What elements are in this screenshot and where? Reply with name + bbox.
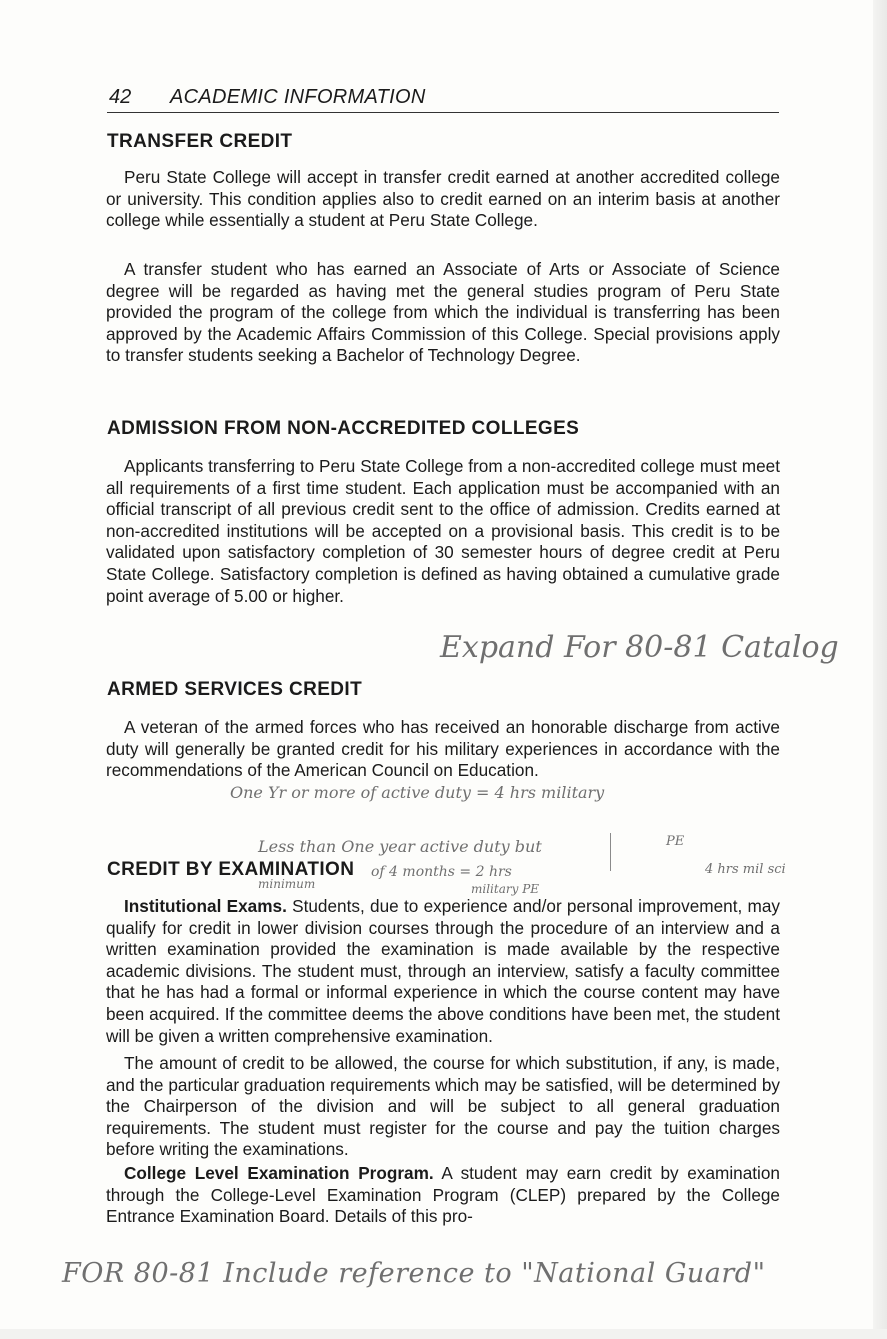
transfer-paragraph-2: A transfer student who has earned an Associate of Arts or Associate of Science degree will be regarded as having met the general studies program of Peru State provided the program of the college from which the individual is transferring has been approved by the Academic Affairs Commission of this College. Special provisions apply to transfer students seeking a Bachelor of Technology Degree. — [106, 259, 780, 366]
institutional-exams-text: Students, due to experience and/or personal improvement, may qualify for credit in lower division courses through the procedure of an interview and a written examination provided the examination is made available by the respective academic divisions. The student must, through an interview, satisfy a faculty committee that he has had a formal or informal experience in which the course content may have been acquired. If the committee deems the above conditions have been met, the student will be given a written comprehensive examination. — [106, 896, 780, 1046]
heading-transfer-credit: TRANSFER CREDIT — [107, 131, 293, 152]
running-header — [107, 86, 779, 113]
handwritten-military-pe-note: military PE — [471, 882, 540, 896]
clep-paragraph — [106, 1163, 780, 1228]
institutional-exams-label: Institutional Exams. — [124, 896, 287, 916]
heading-non-accredited: ADMISSION FROM NON-ACCREDITED COLLEGES — [107, 418, 580, 439]
clep-text: A student may earn credit by examination through the College-Level Examination Program (CLEP) prepared by the College Entrance Examination Board. Details of this pro- — [106, 1163, 780, 1227]
institutional-exams-paragraph — [106, 896, 780, 1047]
handwritten-months-note: of 4 months = 2 hrs — [371, 864, 512, 880]
handwritten-mil-sci-note: 4 hrs mil sci — [705, 862, 786, 877]
heading-armed-services: ARMED SERVICES CREDIT — [107, 679, 363, 700]
handwritten-footer-note: FOR 80-81 Include reference to "National Guard" — [62, 1258, 766, 1289]
page-bottom-edge — [0, 1329, 887, 1339]
handwritten-expand-note: Expand For 80-81 Catalog — [440, 630, 839, 665]
handwritten-divider — [610, 833, 611, 871]
heading-credit-by-examination: CREDIT BY EXAMINATION — [107, 859, 355, 880]
armed-services-paragraph: A veteran of the armed forces who has received an honorable discharge from active duty will generally be granted credit for his military experiences in accordance with the recommendations of the American Council on Education. — [106, 717, 780, 781]
handwritten-less-than-note: Less than One year active duty but — [258, 837, 542, 856]
clep-label: College Level Examination Program. — [124, 1163, 434, 1183]
handwritten-pe-note: PE — [666, 834, 685, 849]
page-number: 42 — [109, 86, 132, 108]
non-accredited-paragraph: Applicants transferring to Peru State College from a non-accredited college must meet all requirements of a first time student. Each application must be accompanied with an official transcript of all previous credit sent to the office of admission. Credits earned at non-accredited institutions will be accepted on a provisional basis. This credit is to be validated upon satisfactory completion of 30 semester hours of degree credit at Peru State College. Satisfactory completion is defined as having obtained a cumulative grade point average of 5.00 or higher. — [106, 456, 780, 606]
section-title: ACADEMIC INFORMATION — [170, 86, 426, 108]
page-edge-shadow — [873, 0, 887, 1339]
transfer-paragraph-1: Peru State College will accept in transfer credit earned at another accredited college or university. This condition applies also to credit earned on an interim basis at another college while essentially a student at Peru State College. — [106, 167, 780, 231]
handwritten-minimum-note: minimum — [258, 877, 316, 891]
handwritten-one-year-note: One Yr or more of active duty = 4 hrs military — [230, 783, 605, 802]
credit-allowance-paragraph: The amount of credit to be allowed, the course for which substitution, if any, is made, and the particular graduation requirements which may be satisfied, will be determined by the Chairperson of the division and will be subject to all general graduation requirements. The student must register for the course and pay the tuition charges before writing the examinations. — [106, 1053, 780, 1160]
